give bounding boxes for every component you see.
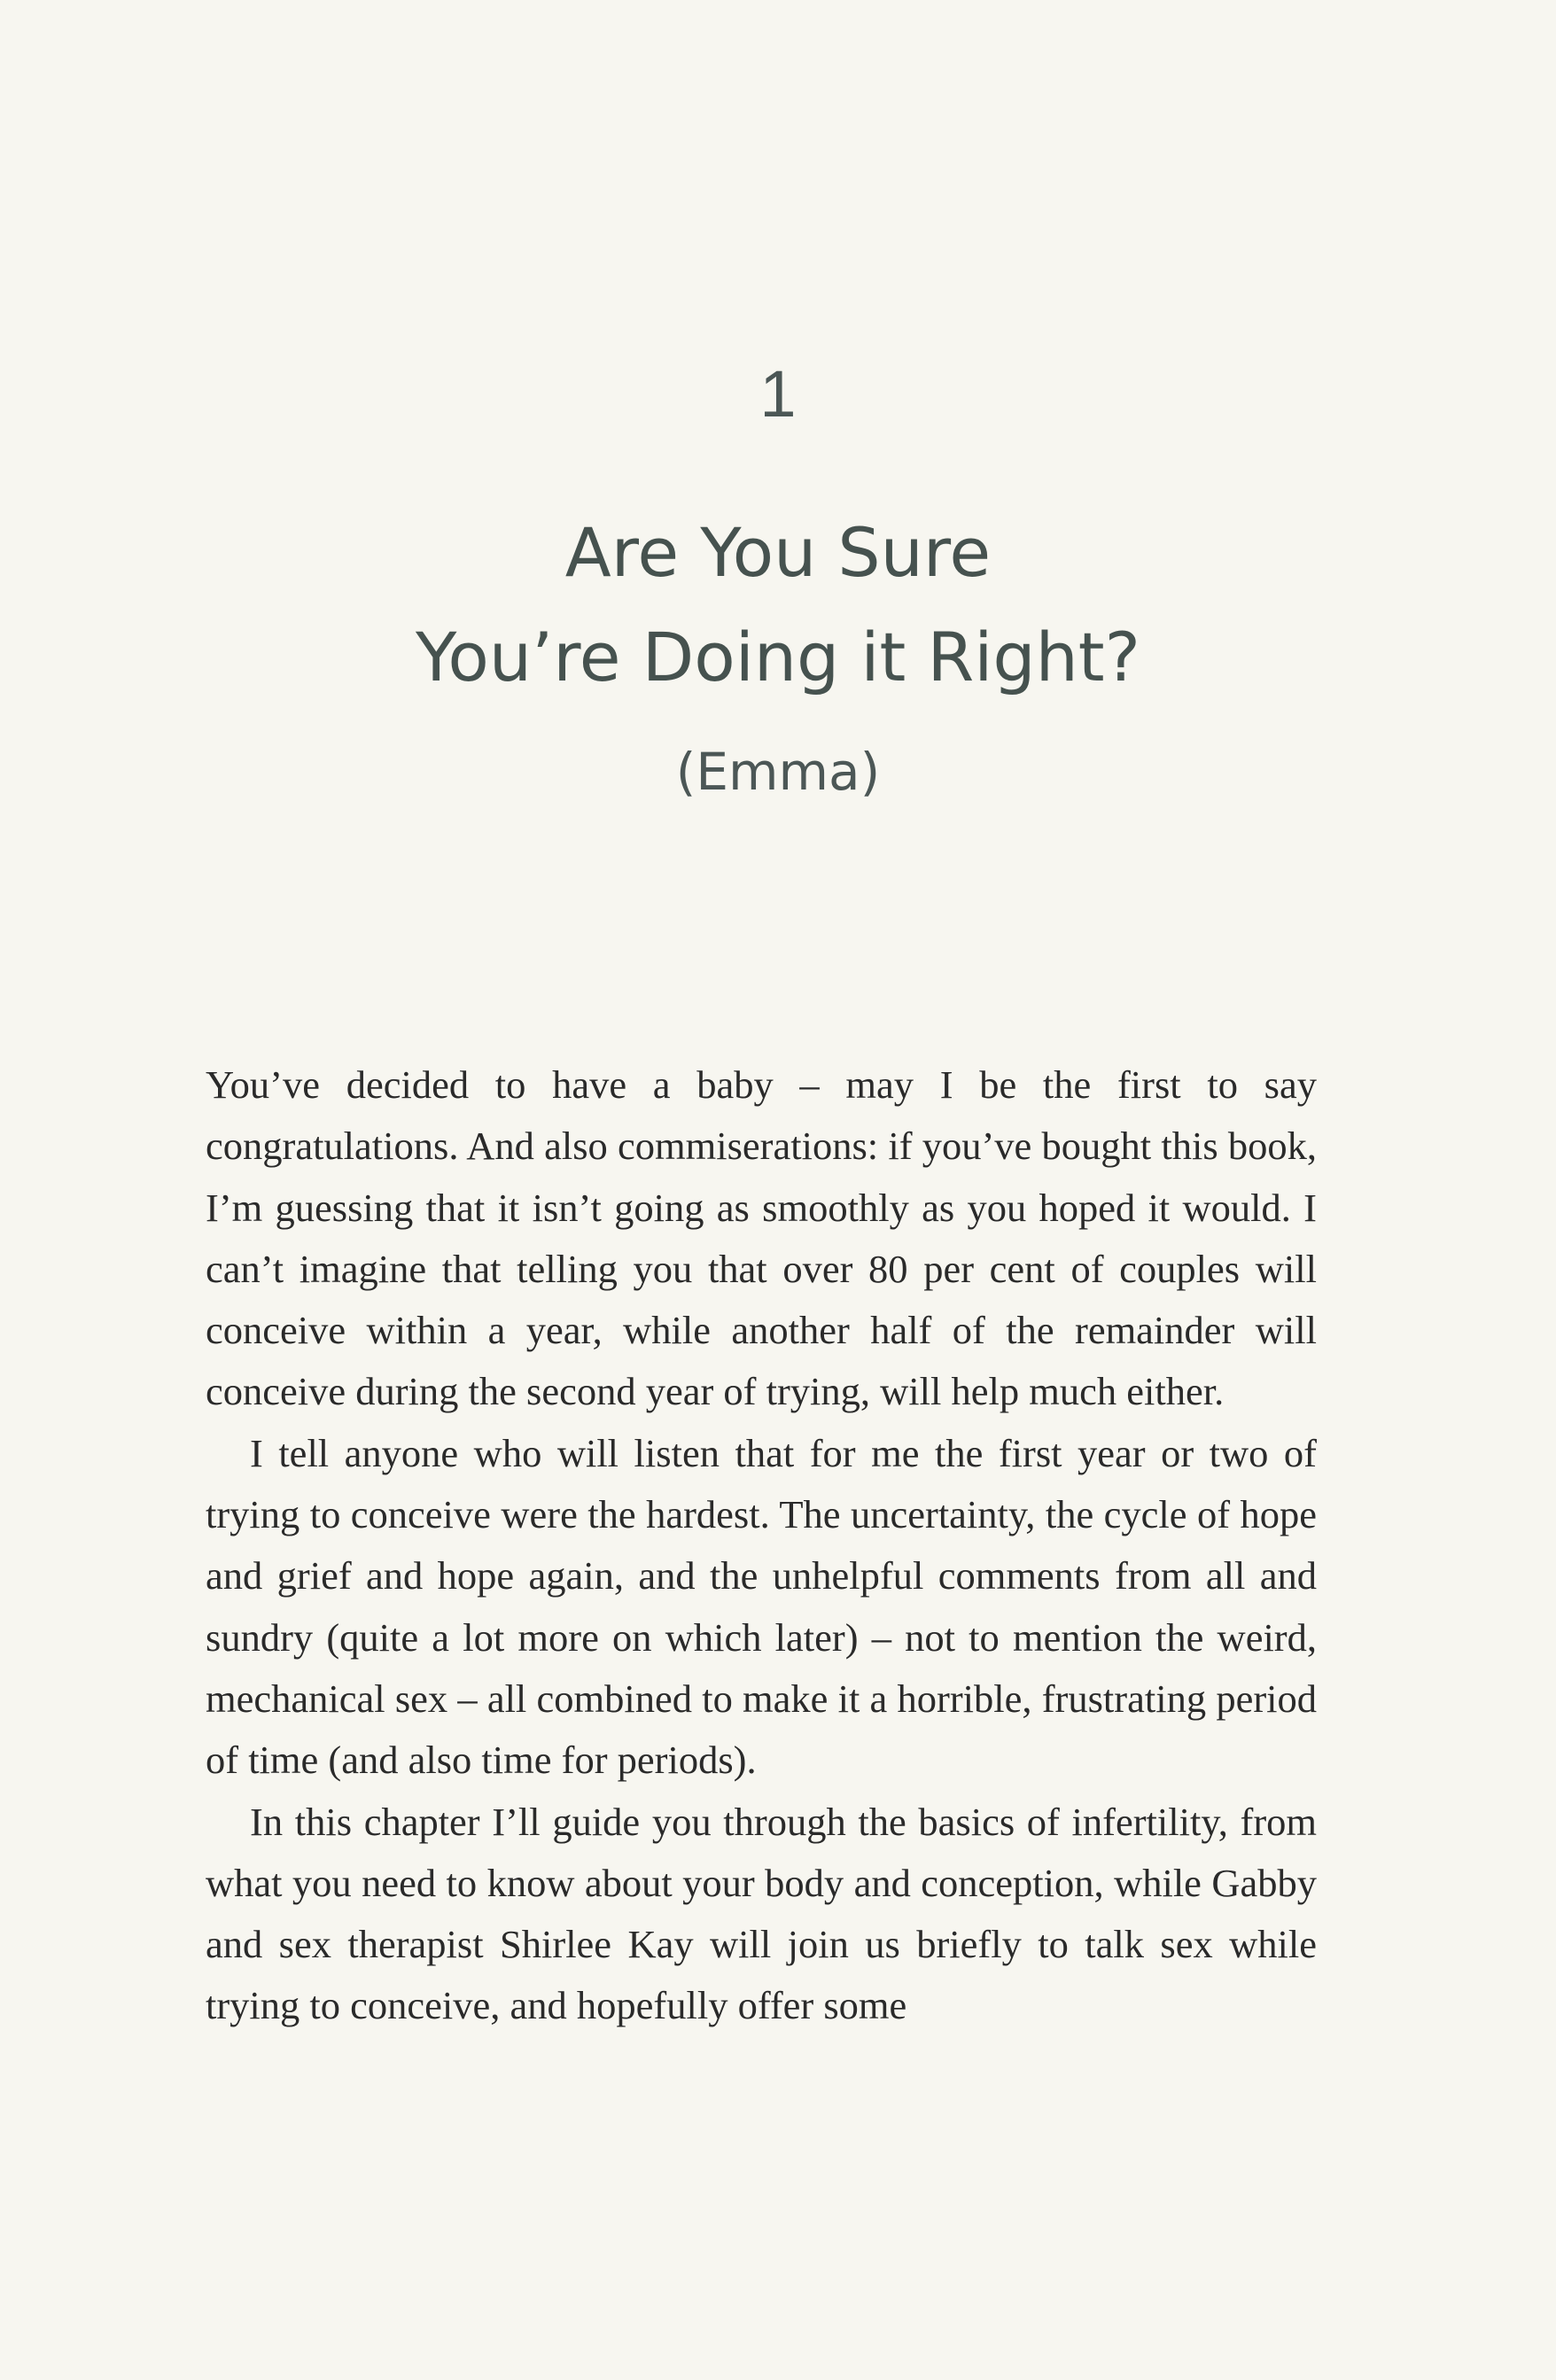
chapter-author: (Emma) xyxy=(675,742,881,802)
paragraph: In this chapter I’ll guide you through the basics of infertility, from what you need to know about your body and conception, while Gabby and sex therapist Shirlee Kay will join us briefly to talk sex while trying to conceive, and hopefully offer some xyxy=(206,1799,1317,2028)
chapter-title-line: You’re Doing it Right? xyxy=(416,618,1140,696)
chapter-title-line: Are You Sure xyxy=(564,513,992,592)
chapter-title xyxy=(0,501,1556,710)
paragraph: You’ve decided to have a baby – may I be the first to say congratulations. And also commiserations: if you’ve bought this book, I’m guessing that it isn’t going as smoothly as you hoped it would. I can’t imagine that telling you that over 80 per cent of couples will conceive within a year, while another half of the remainder will conceive during the second year of trying, will help much either. xyxy=(206,1062,1317,1414)
chapter-number: 1 xyxy=(759,357,797,431)
paragraph: I tell anyone who will listen that for me the first year or two of trying to conceive were the hardest. The uncertainty, the cycle of hope and grief and hope again, and the unhelpful comments from all and sundry (quite a lot more on which later) – not to mention the weird, mechanical sex – all combined to make it a horrible, frustrating period of time (and also time for periods). xyxy=(206,1430,1317,1783)
chapter-body xyxy=(206,1054,1317,2037)
